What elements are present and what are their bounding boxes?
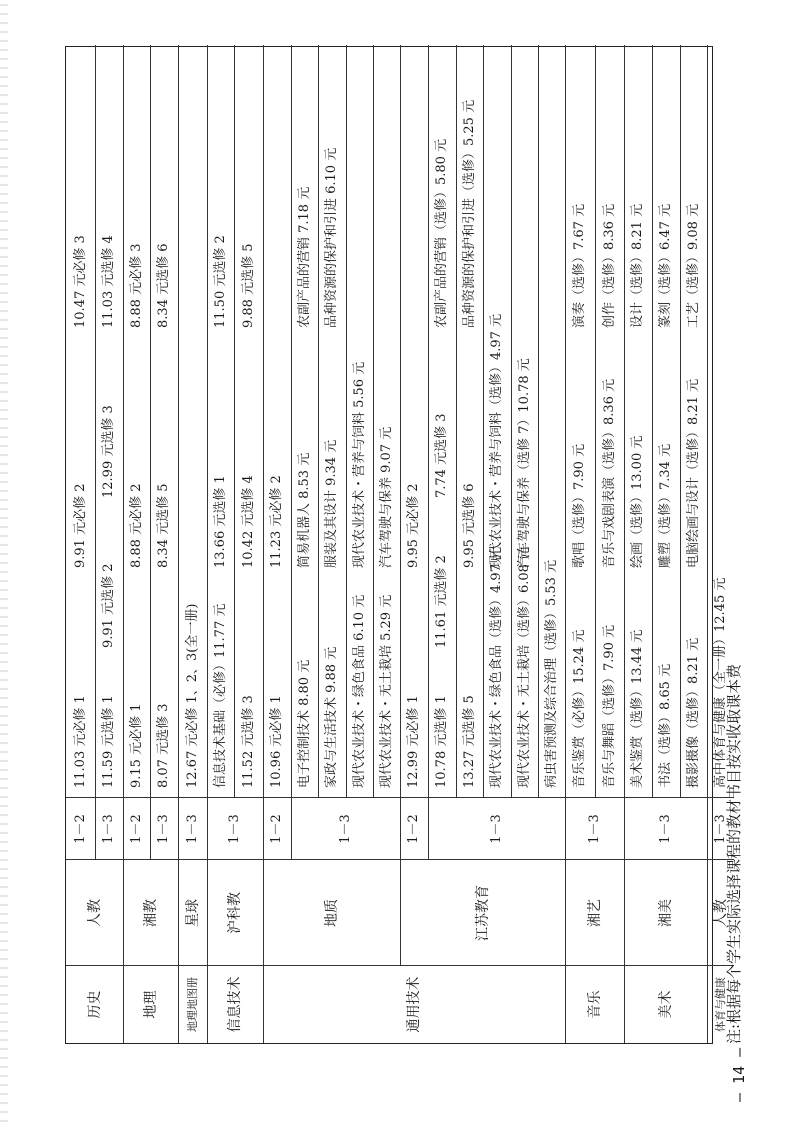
subject-divider xyxy=(263,966,264,1043)
row-divider xyxy=(234,45,235,798)
publisher-label: 沪科教 xyxy=(227,892,243,934)
textbook-price-item: 10.47 元必修 3 xyxy=(72,235,88,328)
textbook-price-item: 简易机器人 8.53 元 xyxy=(296,452,312,568)
grade-divider xyxy=(150,798,151,860)
row-divider xyxy=(95,45,96,798)
grade-label: 1－2 xyxy=(72,814,88,844)
row-divider xyxy=(346,45,347,798)
scan-edge-dots xyxy=(0,0,8,1122)
textbook-price-item: 创作（选修）8.36 元 xyxy=(601,203,617,328)
textbook-price-item: 农副产品的营销（选修）5.80 元 xyxy=(434,138,449,328)
row-divider xyxy=(565,45,566,798)
textbook-price-item: 美术鉴赏（选修）13.44 元 xyxy=(630,629,645,788)
textbook-price-item: 11.59 元选修 1 xyxy=(101,695,116,788)
textbook-price-item: 现代农业技术・无土栽培 5.29 元 xyxy=(378,594,394,788)
grade-label: 1－3 xyxy=(586,814,602,844)
textbook-price-item: 9.91 元选修 2 xyxy=(101,563,116,648)
publisher-label: 地质 xyxy=(323,899,340,927)
row-divider xyxy=(707,45,708,798)
textbook-price-item: 12.99 元选修 3 xyxy=(101,405,116,498)
grade-divider xyxy=(624,798,625,860)
subject-label: 历史 xyxy=(86,990,103,1019)
grade-divider xyxy=(428,798,429,860)
subject-divider xyxy=(178,966,179,1043)
row-divider xyxy=(456,45,457,798)
textbook-price-item: 工艺（选修）9.08 元 xyxy=(685,203,701,328)
textbook-price-item: 歌唱（选修）7.90 元 xyxy=(572,443,587,568)
textbook-price-item: 11.50 元选修 2 xyxy=(212,235,228,328)
publisher-divider xyxy=(178,860,179,966)
textbook-price-item: 9.15 元必修 1 xyxy=(128,703,144,788)
row-divider xyxy=(123,45,124,798)
row-divider xyxy=(207,45,208,798)
textbook-price-item: 8.88 元必修 3 xyxy=(128,243,144,328)
textbook-price-item: 书法（选修）8.65 元 xyxy=(658,663,673,788)
grade-label: 1－3 xyxy=(337,814,353,844)
publisher-divider xyxy=(707,860,708,966)
publisher-divider xyxy=(263,860,264,966)
textbook-price-item: 13.27 元选修 5 xyxy=(461,695,477,788)
grade-divider xyxy=(291,798,292,860)
grade-label: 1－2 xyxy=(128,814,144,844)
footnote: 注:根据每个学生实际选择课程的教材书目按实收取课本费 xyxy=(725,663,743,1044)
row-divider xyxy=(652,45,653,798)
publisher-divider xyxy=(207,860,208,966)
textbook-price-item: 家政与生活技术 9.88 元 xyxy=(324,646,339,788)
row-divider xyxy=(291,45,292,798)
textbook-price-item: 9.95 元选修 6 xyxy=(461,483,477,568)
textbook-price-item: 8.07 元选修 3 xyxy=(156,703,171,788)
textbook-price-item: 10.42 元选修 4 xyxy=(240,475,256,568)
grade-label: 1－3 xyxy=(712,814,728,844)
textbook-price-item: 现代农业技术・绿色食品 6.10 元 xyxy=(351,594,367,788)
textbook-price-item: 现代农业技术・营养与饲料 5.56 元 xyxy=(351,361,367,568)
grade-label: 1－3 xyxy=(227,814,242,844)
subject-divider xyxy=(207,966,208,1043)
textbook-price-item: 8.88 元必修 2 xyxy=(128,483,144,568)
row-divider xyxy=(263,45,264,798)
textbook-price-item: 信息技术基础（必修）11.77 元 xyxy=(212,603,228,788)
page-number: — 14 — xyxy=(730,1047,748,1102)
textbook-price-item: 电子控制技术 8.80 元 xyxy=(296,659,312,788)
subject-label: 地理 xyxy=(142,990,159,1019)
grade-label: 1－3 xyxy=(156,814,171,844)
row-divider xyxy=(373,45,374,798)
textbook-price-item: 13.66 元选修 1 xyxy=(212,475,228,568)
textbook-price-item: 现代农业技术・绿色食品（选修）4.97 元 xyxy=(489,546,504,788)
subject-label: 美术 xyxy=(657,990,674,1019)
grade-label: 1－3 xyxy=(101,814,116,844)
subject-divider xyxy=(123,966,124,1043)
subject-label: 体育与健康 xyxy=(713,977,727,1032)
row-divider xyxy=(511,45,512,798)
publisher-label: 湘教 xyxy=(142,899,159,927)
row-divider xyxy=(400,45,401,798)
grade-divider xyxy=(565,798,566,860)
textbook-price-item: 现代农业技术・无土栽培（选修）6.08 元 xyxy=(516,546,532,788)
grade-label: 1－2 xyxy=(406,814,421,844)
publisher-divider xyxy=(624,860,625,966)
textbook-price-item: 现代农业技术・营养与饲料（选修）4.97 元 xyxy=(489,313,504,568)
publisher-label: 人教 xyxy=(86,899,103,927)
textbook-price-table xyxy=(65,46,729,1044)
row-divider xyxy=(483,45,484,798)
publisher-divider xyxy=(123,860,124,966)
textbook-price-item: 8.34 元选修 6 xyxy=(156,243,171,328)
textbook-price-item: 11.23 元必修 2 xyxy=(269,475,284,568)
textbook-price-item: 篆刻（选修）6.47 元 xyxy=(658,203,673,328)
textbook-price-item: 11.52 元选修 3 xyxy=(240,695,256,788)
grade-divider xyxy=(123,798,124,860)
textbook-price-item: 病虫害预测及综合治理（选修）5.53 元 xyxy=(543,559,559,788)
grade-divider xyxy=(263,798,264,860)
textbook-price-item: 绘画（选修）13.00 元 xyxy=(630,435,645,568)
publisher-label: 人教 xyxy=(712,899,729,927)
textbook-price-item: 10.96 元必修 1 xyxy=(269,695,284,788)
grade-label: 1－3 xyxy=(488,814,504,844)
grade-divider xyxy=(178,798,179,860)
textbook-price-item: 品种资源的保护和引进（选修）5.25 元 xyxy=(461,99,477,328)
textbook-price-item: 音乐与戏剧表演（选修）8.36 元 xyxy=(601,378,617,568)
textbook-price-item: 汽车驾驶与保养（选修 7）10.78 元 xyxy=(516,358,532,568)
textbook-price-item: 9.91 元必修 2 xyxy=(72,483,88,568)
subject-label: 通用技术 xyxy=(406,976,422,1033)
textbook-price-item: 12.99 元必修 1 xyxy=(406,695,421,788)
textbook-price-item: 音乐鉴赏（必修）15.24 元 xyxy=(572,629,587,788)
grade-label: 1－3 xyxy=(184,814,200,844)
subject-divider xyxy=(565,966,566,1043)
publisher-divider xyxy=(565,860,566,966)
textbook-price-item: 汽车驾驶与保养 9.07 元 xyxy=(378,426,394,568)
textbook-price-item: 12.67 元必修 1、2、3(全一册) xyxy=(184,603,200,788)
textbook-price-item: 音乐与舞蹈（选修）7.90 元 xyxy=(601,624,617,788)
subject-label: 音乐 xyxy=(586,990,603,1019)
textbook-price-item: 品种资源的保护和引进 6.10 元 xyxy=(324,147,339,328)
publisher-label: 湘艺 xyxy=(586,899,603,927)
textbook-price-item: 11.03 元必修 1 xyxy=(72,695,88,788)
grade-label: 1－2 xyxy=(269,814,284,844)
grade-divider xyxy=(95,798,96,860)
textbook-price-item: 农副产品的营销 7.18 元 xyxy=(296,186,312,328)
subject-label: 信息技术 xyxy=(227,976,243,1033)
row-divider xyxy=(624,45,625,798)
row-divider xyxy=(428,45,429,798)
textbook-price-item: 演奏（选修）7.67 元 xyxy=(572,203,587,328)
row-divider xyxy=(150,45,151,798)
subject-divider xyxy=(707,966,708,1043)
textbook-price-item: 服装及其设计 9.34 元 xyxy=(324,439,339,568)
publisher-label: 星球 xyxy=(184,899,201,927)
textbook-price-item: 高中体育与健康（全一册）12.45 元 xyxy=(712,577,728,788)
textbook-price-item: 11.61 元选修 2 xyxy=(434,555,449,648)
subject-label: 地理地图册 xyxy=(185,977,199,1032)
textbook-price-item: 摄影摄像（选修）8.21 元 xyxy=(685,637,701,788)
publisher-label: 湘美 xyxy=(657,899,674,927)
textbook-price-item: 设计（选修）8.21 元 xyxy=(630,203,645,328)
row-divider xyxy=(680,45,681,798)
row-divider xyxy=(595,45,596,798)
grade-divider xyxy=(707,798,708,860)
textbook-price-item: 9.88 元选修 5 xyxy=(240,243,256,328)
row-divider xyxy=(538,45,539,798)
grade-divider xyxy=(400,798,401,860)
textbook-price-item: 9.95 元必修 2 xyxy=(406,483,421,568)
textbook-price-item: 11.03 元选修 4 xyxy=(101,235,116,328)
grade-divider xyxy=(207,798,208,860)
textbook-price-item: 雕塑（选修）7.34 元 xyxy=(658,443,673,568)
publisher-divider xyxy=(400,860,401,966)
textbook-price-item: 8.34 元选修 5 xyxy=(156,483,171,568)
row-divider xyxy=(178,45,179,798)
publisher-label: 江苏教育 xyxy=(474,885,491,941)
textbook-price-item: 电脑绘画与设计（选修）8.21 元 xyxy=(685,378,701,568)
textbook-price-item: 7.74 元选修 3 xyxy=(434,413,449,498)
textbook-price-item: 10.78 元选修 1 xyxy=(434,695,449,788)
grade-label: 1－3 xyxy=(657,814,673,844)
row-divider xyxy=(318,45,319,798)
subject-divider xyxy=(624,966,625,1043)
